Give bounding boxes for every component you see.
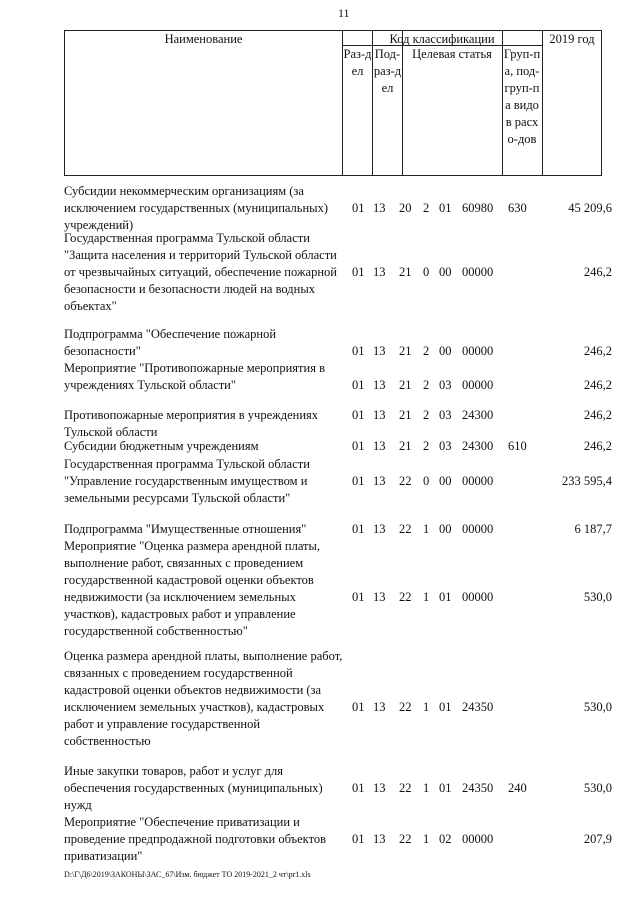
row-code-r: 01 bbox=[352, 781, 365, 795]
row-code-c3: 00 bbox=[439, 522, 452, 536]
row-code-c2: 2 bbox=[423, 439, 430, 453]
row-name: Противопожарные мероприятия в учреждениях Тульской области bbox=[64, 408, 319, 439]
row-amount: 530,0 bbox=[583, 700, 612, 714]
row-code-c4: 00000 bbox=[462, 590, 494, 604]
row-code-pr: 13 bbox=[373, 522, 386, 536]
row-code-pr: 13 bbox=[373, 378, 386, 392]
row-code-c1: 22 bbox=[399, 781, 412, 795]
row-code-c3: 01 bbox=[439, 201, 452, 215]
row-code-c4: 00000 bbox=[462, 474, 494, 488]
row-code-g: 630 bbox=[508, 201, 527, 215]
row-amount: 530,0 bbox=[583, 781, 612, 795]
row-code-r: 01 bbox=[352, 344, 365, 358]
row-code-r: 01 bbox=[352, 408, 365, 422]
row-amount: 233 595,4 bbox=[562, 474, 612, 488]
row-code-pr: 13 bbox=[373, 201, 386, 215]
row-code-pr: 13 bbox=[373, 832, 386, 846]
row-amount: 246,2 bbox=[583, 408, 612, 422]
row-code-c3: 01 bbox=[439, 781, 452, 795]
row-amount: 530,0 bbox=[583, 590, 612, 604]
header-group: Груп-па, под-груп-па видов расхо-дов bbox=[503, 47, 541, 146]
row-code-c4: 24300 bbox=[462, 439, 494, 453]
row-name: Мероприятие "Оценка размера арендной платы, выполнение работ, связанных с проведением государственной кадастровой оценки объектов недвижимости (за исключением земельных участков), кадастровых работ и управление государственной собственностью" bbox=[64, 539, 321, 638]
row-amount: 6 187,7 bbox=[574, 522, 612, 536]
row-amount: 246,2 bbox=[583, 378, 612, 392]
row-code-c1: 20 bbox=[399, 201, 412, 215]
row-code-c1: 22 bbox=[399, 590, 412, 604]
row-code-c4: 00000 bbox=[462, 522, 494, 536]
row-code-r: 01 bbox=[352, 474, 365, 488]
row-code-pr: 13 bbox=[373, 344, 386, 358]
row-amount: 246,2 bbox=[583, 344, 612, 358]
row-code-r: 01 bbox=[352, 832, 365, 846]
row-code-c2: 2 bbox=[423, 201, 430, 215]
row-code-c4: 00000 bbox=[462, 265, 494, 279]
row-code-c3: 03 bbox=[439, 439, 452, 453]
row-code-c1: 22 bbox=[399, 832, 412, 846]
file-path-footer: D:\Г\Д6\2019\ЗАКОНЫ\ЗАС_67\Изм. бюджет ТО 2019-2021_2 чт\pr1.xls bbox=[64, 870, 311, 879]
row-code-pr: 13 bbox=[373, 781, 386, 795]
row-code-c4: 00000 bbox=[462, 344, 494, 358]
row-code-r: 01 bbox=[352, 700, 365, 714]
row-code-c4: 24350 bbox=[462, 781, 494, 795]
row-code-c1: 21 bbox=[399, 265, 412, 279]
row-code-g: 610 bbox=[508, 439, 527, 453]
row-code-c4: 24300 bbox=[462, 408, 494, 422]
row-code-c3: 03 bbox=[439, 378, 452, 392]
row-name: Государственная программа Тульской области "Защита населения и территорий Тульской области от чрезвычайных ситуаций, обеспечение пожарной безопасности и безопасности людей на водных объектах" bbox=[64, 231, 337, 313]
row-name: Государственная программа Тульской области "Управление государственным имуществом и земельными ресурсами Тульской области" bbox=[64, 457, 310, 505]
row-code-c3: 00 bbox=[439, 474, 452, 488]
row-code-g: 240 bbox=[508, 781, 527, 795]
row-code-c1: 22 bbox=[399, 700, 412, 714]
row-code-pr: 13 bbox=[373, 439, 386, 453]
row-code-c2: 2 bbox=[423, 408, 430, 422]
row-name: Субсидии бюджетным учреждениям bbox=[64, 439, 259, 453]
row-code-r: 01 bbox=[352, 522, 365, 536]
row-code-r: 01 bbox=[352, 265, 365, 279]
row-name: Подпрограмма "Обеспечение пожарной безопасности" bbox=[64, 327, 277, 358]
row-name: Субсидии некоммерческим организациям (за исключением государственных (муниципальных) учреждений) bbox=[64, 184, 328, 232]
row-name: Подпрограмма "Имущественные отношения" bbox=[64, 522, 307, 536]
row-code-c2: 1 bbox=[423, 590, 430, 604]
row-code-r: 01 bbox=[352, 378, 365, 392]
row-code-r: 01 bbox=[352, 590, 365, 604]
row-code-c2: 2 bbox=[423, 378, 430, 392]
row-code-pr: 13 bbox=[373, 590, 386, 604]
header-code-title: Код классификации bbox=[389, 32, 495, 46]
row-code-c2: 1 bbox=[423, 700, 430, 714]
row-code-c2: 1 bbox=[423, 522, 430, 536]
row-code-c3: 02 bbox=[439, 832, 452, 846]
row-code-c3: 01 bbox=[439, 590, 452, 604]
row-code-c4: 00000 bbox=[462, 832, 494, 846]
row-code-c4: 24350 bbox=[462, 700, 494, 714]
row-code-pr: 13 bbox=[373, 474, 386, 488]
row-code-pr: 13 bbox=[373, 700, 386, 714]
row-amount: 246,2 bbox=[583, 265, 612, 279]
header-podrazdel: Под-раз-дел bbox=[373, 47, 402, 95]
row-code-c1: 21 bbox=[399, 344, 412, 358]
row-name: Иные закупки товаров, работ и услуг для обеспечения государственных (муниципальных) нужд bbox=[64, 764, 323, 812]
page-number: 11 bbox=[338, 6, 350, 20]
row-code-pr: 13 bbox=[373, 265, 386, 279]
row-code-c2: 0 bbox=[423, 474, 430, 488]
row-code-c3: 03 bbox=[439, 408, 452, 422]
header-razdel: Раз-дел bbox=[343, 47, 372, 78]
row-code-c1: 21 bbox=[399, 378, 412, 392]
header-year: 2019 год bbox=[549, 32, 595, 46]
row-code-pr: 13 bbox=[373, 408, 386, 422]
header-target: Целевая статья bbox=[412, 47, 492, 61]
row-code-c3: 01 bbox=[439, 700, 452, 714]
row-name: Оценка размера арендной платы, выполнение работ, связанных с проведением государственной кадастровой оценки объектов недвижимости (за исключением земельных участков), кадастровых работ и управление государственной собственностью bbox=[64, 649, 343, 748]
header-name: Наименование bbox=[164, 32, 243, 46]
row-code-c1: 22 bbox=[399, 522, 412, 536]
row-code-c4: 00000 bbox=[462, 378, 494, 392]
row-amount: 45 209,6 bbox=[568, 201, 612, 215]
row-code-c2: 1 bbox=[423, 832, 430, 846]
row-code-c3: 00 bbox=[439, 344, 452, 358]
row-code-c2: 1 bbox=[423, 781, 430, 795]
row-code-c1: 22 bbox=[399, 474, 412, 488]
row-code-c4: 60980 bbox=[462, 201, 494, 215]
row-code-c3: 00 bbox=[439, 265, 452, 279]
row-code-c2: 0 bbox=[423, 265, 430, 279]
row-amount: 246,2 bbox=[583, 439, 612, 453]
row-amount: 207,9 bbox=[583, 832, 612, 846]
row-code-c2: 2 bbox=[423, 344, 430, 358]
row-name: Мероприятие "Обеспечение приватизации и проведение предпродажной подготовки объектов приватизации" bbox=[64, 815, 327, 863]
row-code-r: 01 bbox=[352, 439, 365, 453]
row-code-c1: 21 bbox=[399, 408, 412, 422]
row-code-r: 01 bbox=[352, 201, 365, 215]
row-code-c1: 21 bbox=[399, 439, 412, 453]
row-name: Мероприятие "Противопожарные мероприятия в учреждениях Тульской области" bbox=[64, 361, 325, 392]
table-header bbox=[64, 30, 602, 176]
